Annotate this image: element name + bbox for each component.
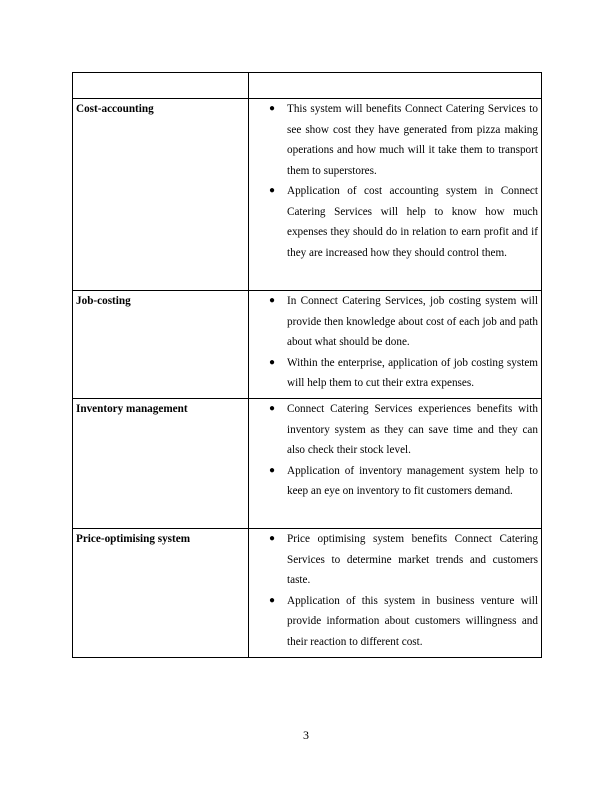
list-item [249, 399, 538, 461]
row-label-cost-accounting: Cost-accounting [73, 99, 249, 291]
table-header-row [73, 73, 542, 99]
list-item [249, 181, 538, 263]
bullet-dot-icon: ● [269, 533, 276, 544]
bullet-dot-icon: ● [269, 356, 276, 368]
bullet-text: This system will benefits Connect Catering Services to see show cost they have generated from pizza making operations and how much will it take them to transport them to superstores. [287, 103, 538, 177]
table-row [73, 291, 542, 399]
table-row [73, 99, 542, 291]
table-row [73, 399, 542, 529]
list-item [249, 591, 538, 653]
page-number: 3 [303, 728, 309, 742]
row-label-job-costing: Job-costing [73, 291, 249, 399]
bullet-text: Application of inventory management system help to keep an eye on inventory to fit customers demand. [287, 464, 538, 497]
bullet-text: Connect Catering Services experiences benefits with inventory system as they can save time and they can also check their stock level. [287, 403, 538, 456]
list-item [249, 353, 538, 394]
bullet-dot-icon: ● [269, 185, 276, 196]
bullet-list [249, 291, 538, 394]
bullet-text: Price optimising system benefits Connect Catering Services to determine market trends and customers taste. [287, 533, 538, 586]
bullet-dot-icon: ● [269, 464, 276, 476]
row-description-cell [249, 99, 542, 291]
list-item [249, 461, 538, 502]
header-cell-description [249, 73, 542, 99]
row-description-cell [249, 529, 542, 658]
row-label-inventory-management: Inventory management [73, 399, 249, 529]
list-item [249, 99, 538, 181]
bullet-text: Within the enterprise, application of job costing system will help them to cut their extra expenses. [287, 356, 538, 389]
bullet-list [249, 99, 538, 263]
table-row [73, 529, 542, 658]
row-description-cell [249, 291, 542, 399]
list-item [249, 291, 538, 353]
systems-table [72, 72, 542, 658]
row-label-price-optimising-system: Price-optimising system [73, 529, 249, 658]
bullet-text: Application of this system in business venture will provide information about customers willingness and their reaction to different cost. [287, 594, 538, 648]
bullet-dot-icon: ● [269, 295, 276, 306]
bullet-list [249, 399, 538, 502]
bullet-text: Application of cost accounting system in Connect Catering Services will help to know how much expenses they should do in relation to earn profit and if they are increased how they should control them. [287, 185, 538, 259]
bullet-dot-icon: ● [269, 594, 276, 606]
bullet-dot-icon: ● [269, 403, 276, 414]
row-description-cell [249, 399, 542, 529]
bullet-text: In Connect Catering Services, job costing system will provide then knowledge about cost of each job and path about what should be done. [287, 295, 538, 348]
header-cell-label [73, 73, 249, 99]
bullet-list [249, 529, 538, 652]
bullet-dot-icon: ● [269, 103, 276, 114]
list-item [249, 529, 538, 591]
